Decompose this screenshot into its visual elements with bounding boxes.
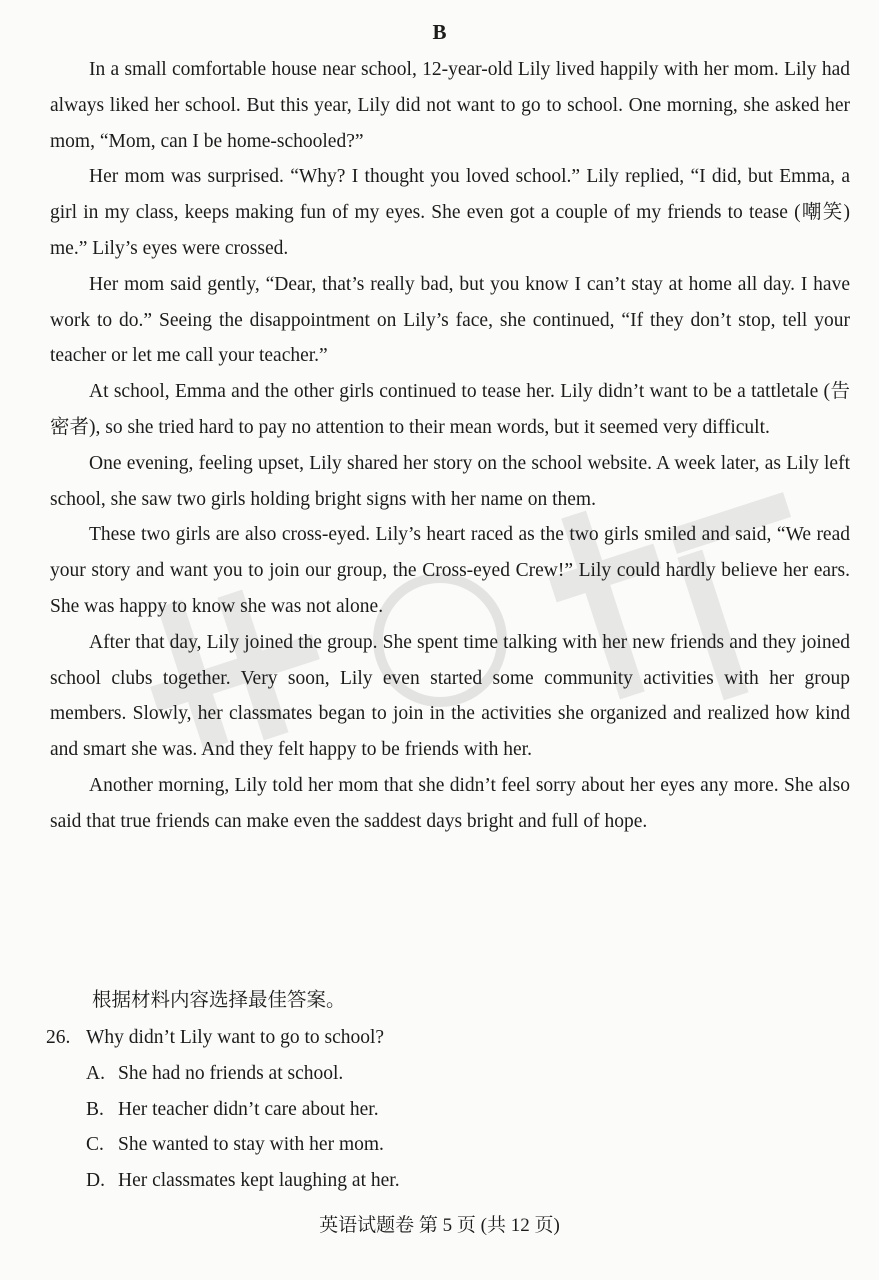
option-letter: C. xyxy=(86,1134,104,1156)
option-a[interactable] xyxy=(86,1056,856,1092)
passage-paragraph: One evening, feeling upset, Lily shared her story on the school website. A week later, as Lily left school, she saw two girls holding bright signs with her name on them. xyxy=(50,452,850,510)
answer-options xyxy=(46,1056,856,1199)
passage-paragraph: These two girls are also cross-eyed. Lily’s heart raced as the two girls smiled and said, “We read your story and want you to join our group, the Cross-eyed Crew!” Lily could hardly believe her ears. She was happy to know she was not alone. xyxy=(50,524,850,617)
passage-paragraph: Her mom was surprised. “Why? I thought you loved school.” Lily replied, “I did, but Emma, a girl in my class, keeps making fun of my eyes. She even got a couple of my friends to tease (嘲笑) me.” Lily’s eyes were crossed. xyxy=(50,166,850,259)
question-number: 26. xyxy=(46,1027,71,1048)
question-stem xyxy=(46,1020,856,1056)
page-footer: 英语试题卷 第 5 页 (共 12 页) xyxy=(319,1215,560,1236)
passage-paragraph: After that day, Lily joined the group. She spent time talking with her new friends and they joined school clubs together. Very soon, Lily even started some community activities with her group members. Slowly, her classmates began to join in the activities she organized and realized how kind and smart she was. And they felt happy to be friends with her. xyxy=(50,631,850,761)
option-text: She wanted to stay with her mom. xyxy=(118,1134,384,1156)
passage-paragraph: In a small comfortable house near school, 12-year-old Lily lived happily with her mom. Lily had always liked her school. But this year, Lily did not want to go to school. One morning, she asked her mom, “Mom, can I be home-schooled?” xyxy=(50,59,850,152)
option-letter: B. xyxy=(86,1098,104,1120)
option-c[interactable] xyxy=(86,1127,856,1163)
option-text: She had no friends at school. xyxy=(118,1062,344,1084)
question-text: Why didn’t Lily want to go to school? xyxy=(86,1027,385,1048)
option-text: Her classmates kept laughing at her. xyxy=(118,1170,400,1192)
question-instruction: 根据材料内容选择最佳答案。 xyxy=(92,990,346,1011)
option-d[interactable] xyxy=(86,1163,856,1199)
option-text: Her teacher didn’t care about her. xyxy=(118,1098,379,1120)
reading-passage xyxy=(50,52,850,840)
section-title: B xyxy=(432,20,447,44)
option-letter: A. xyxy=(86,1062,105,1084)
passage-paragraph: Her mom said gently, “Dear, that’s really bad, but you know I can’t stay at home all day. I have work to do.” Seeing the disappointment on Lily’s face, she continued, “If they don’t stop, tell your teacher or let me call your teacher.” xyxy=(50,273,850,367)
option-letter: D. xyxy=(86,1170,105,1192)
question-26 xyxy=(46,1020,856,1199)
option-b[interactable] xyxy=(86,1092,856,1128)
passage-paragraph: Another morning, Lily told her mom that she didn’t feel sorry about her eyes any more. She also said that true friends can make even the saddest days bright and full of hope. xyxy=(50,774,850,832)
passage-paragraph: At school, Emma and the other girls continued to tease her. Lily didn’t want to be a tattletale (告密者), so she tried hard to pay no attention to their mean words, but it seemed very difficult. xyxy=(50,381,850,438)
